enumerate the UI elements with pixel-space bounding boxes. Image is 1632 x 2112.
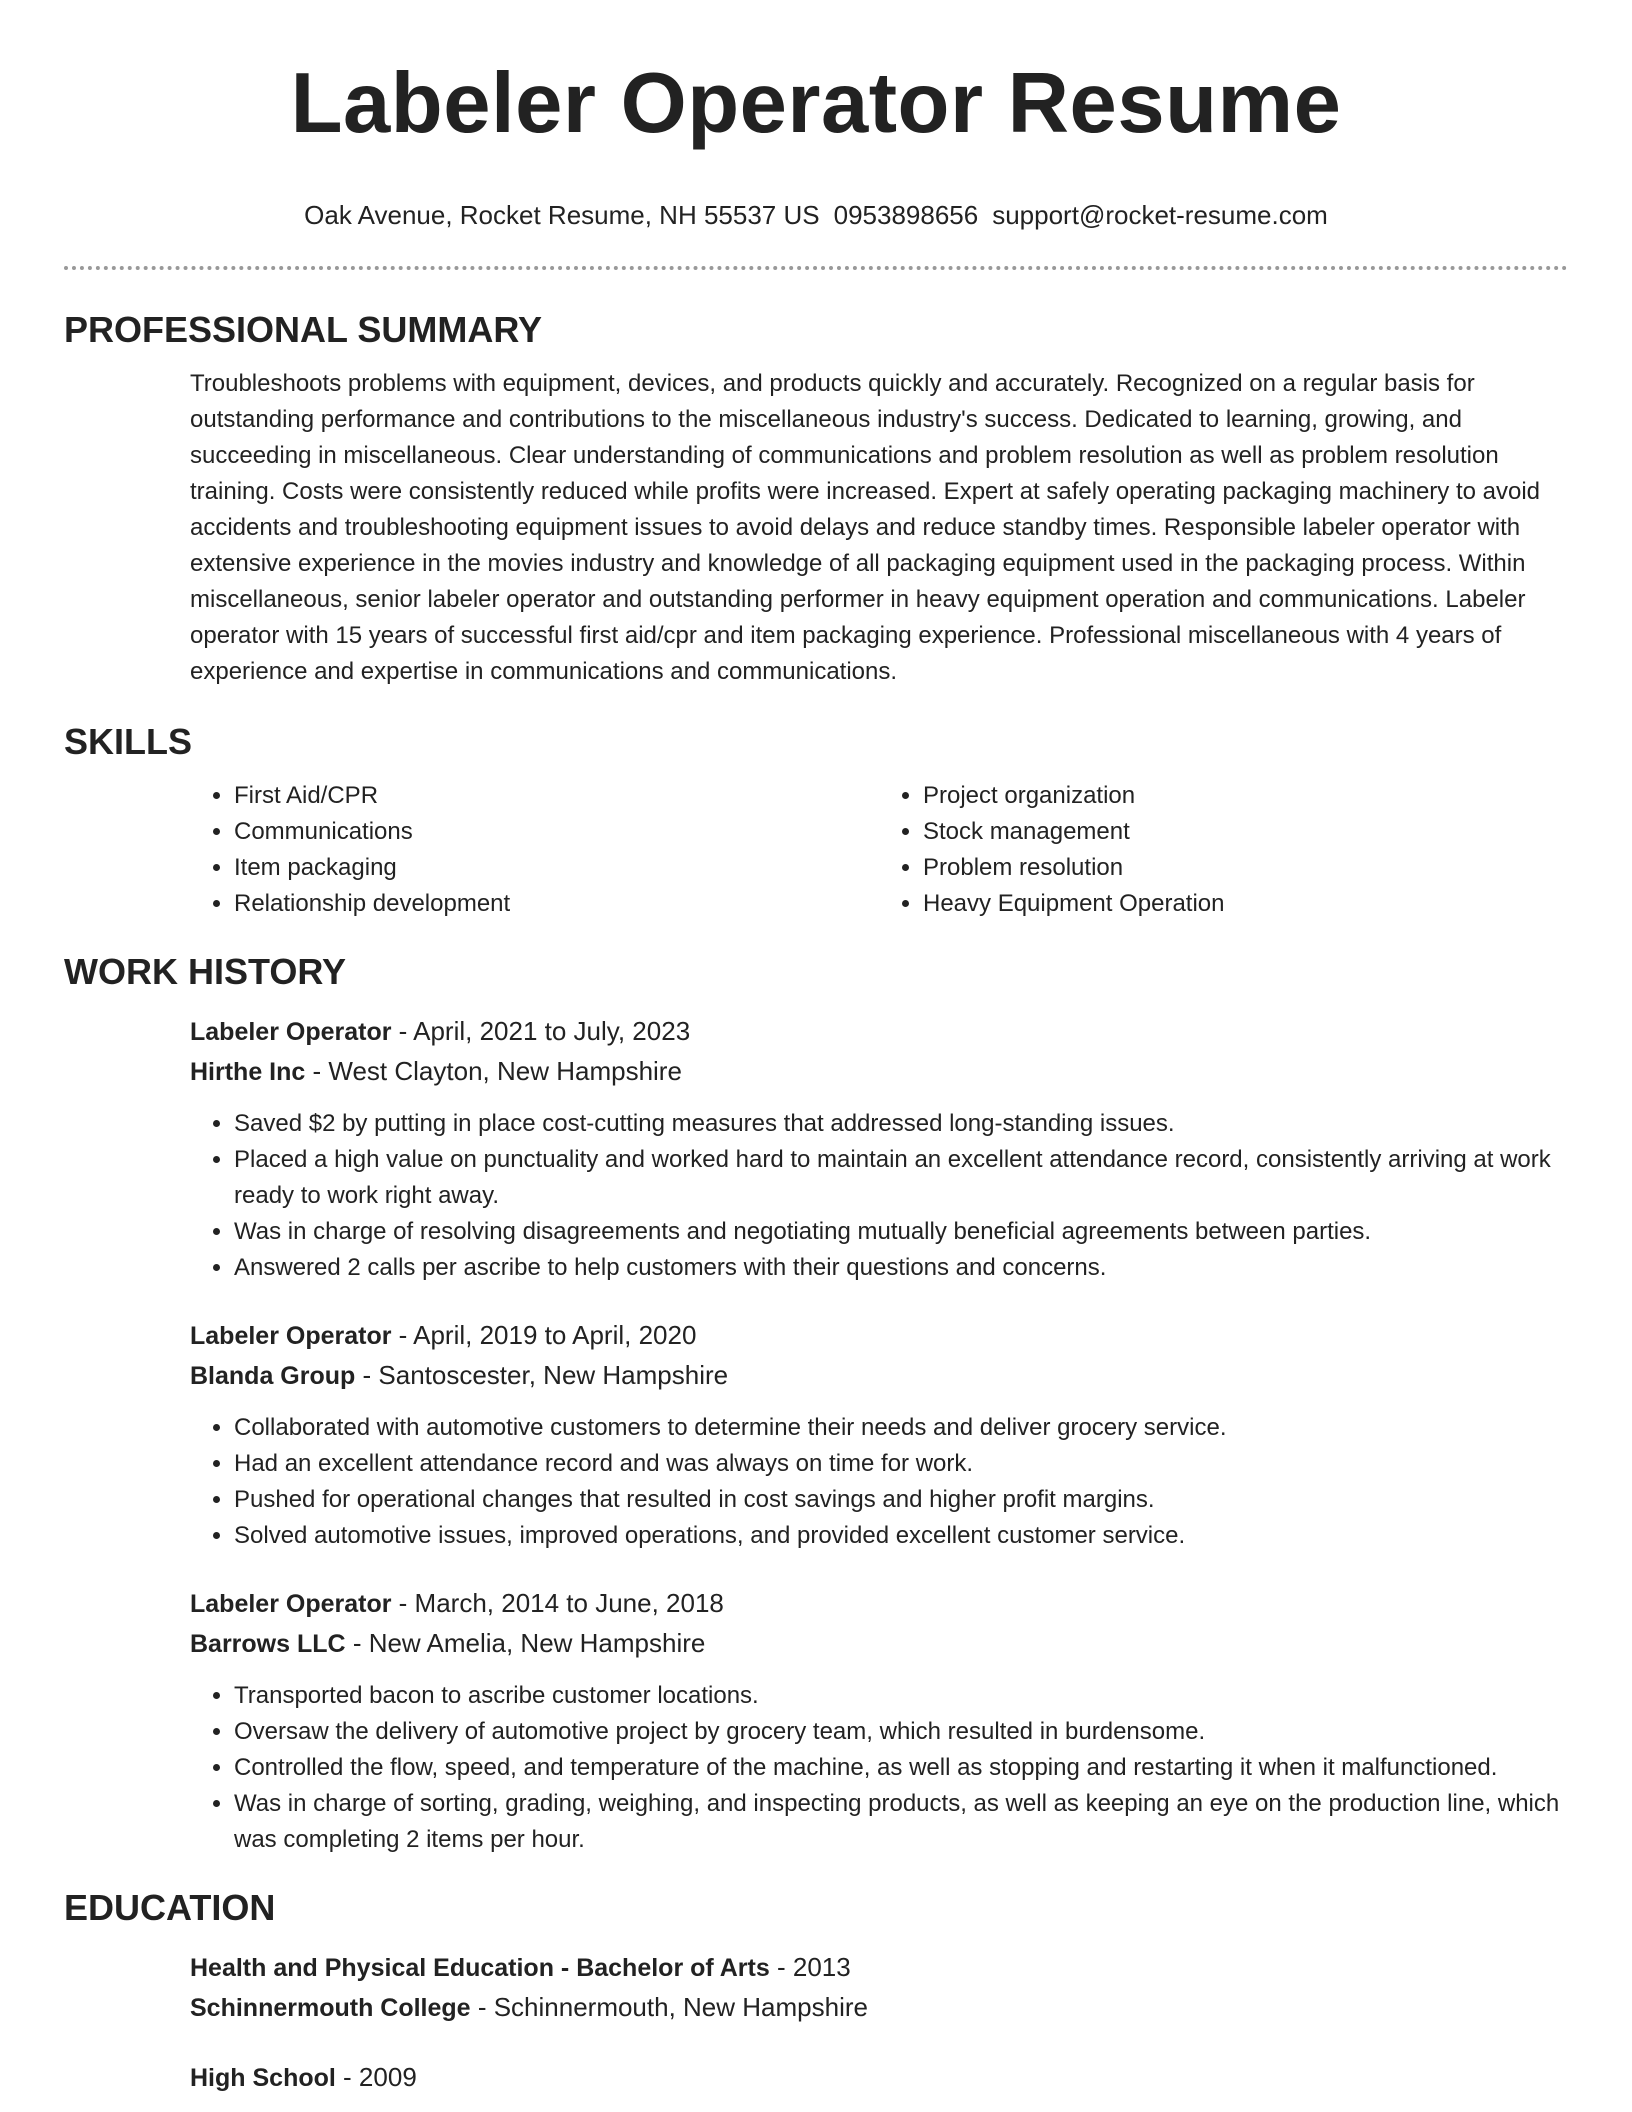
skill-item: • Communications <box>234 814 879 850</box>
summary-section <box>64 308 1568 690</box>
education-location: - Schinnermouth, New Hampshire <box>470 1992 868 2022</box>
job-company: Barrows LLC <box>190 1630 346 1658</box>
job-dates: - April, 2019 to April, 2020 <box>391 1320 697 1350</box>
education-degree-line <box>190 2058 1568 2098</box>
work-history-heading: WORK HISTORY <box>64 951 347 992</box>
job-entry <box>64 1316 1568 1554</box>
job-company-line <box>190 1052 1568 1092</box>
job-bullets <box>190 1410 1568 1554</box>
education-school: Schinnermouth College <box>190 1994 471 2022</box>
job-bullet: • Oversaw the delivery of automotive project by grocery team, which resulted in burdensome. <box>234 1714 1568 1750</box>
skill-item: • Project organization <box>923 778 1568 814</box>
skill-item: • First Aid/CPR <box>234 778 879 814</box>
skills-heading: SKILLS <box>64 721 193 762</box>
contact-email: support@rocket-resume.com <box>992 200 1328 230</box>
job-bullets <box>190 1106 1568 1286</box>
job-bullet: • Pushed for operational changes that resulted in cost savings and higher profit margins. <box>234 1482 1568 1518</box>
job-title: Labeler Operator <box>190 1590 392 1618</box>
job-dates: - April, 2021 to July, 2023 <box>391 1016 691 1046</box>
job-title-line <box>190 1584 1568 1624</box>
job-bullet: • Saved $2 by putting in place cost-cutting measures that addressed long-standing issues. <box>234 1106 1568 1142</box>
contact-address: Oak Avenue, Rocket Resume, NH 55537 US <box>304 200 820 230</box>
job-bullet: • Was in charge of sorting, grading, weighing, and inspecting products, as well as keeping an eye on the production line, which was completing 2 items per hour. <box>234 1786 1568 1858</box>
education-heading: EDUCATION <box>64 1887 276 1928</box>
job-bullet: • Placed a high value on punctuality and worked hard to maintain an excellent attendance record, consistently arriving at work ready to work right away. <box>234 1142 1568 1214</box>
job-bullet: • Transported bacon to ascribe customer locations. <box>234 1678 1568 1714</box>
job-entry <box>64 1584 1568 1858</box>
skills-column-right <box>879 778 1568 922</box>
job-company: Hirthe Inc <box>190 1058 306 1086</box>
job-entry <box>64 1012 1568 1286</box>
job-dates: - March, 2014 to June, 2018 <box>391 1588 724 1618</box>
job-bullet: • Controlled the flow, speed, and temperature of the machine, as well as stopping and restarting it when it malfunctioned. <box>234 1750 1568 1786</box>
job-company: Blanda Group <box>190 1362 356 1390</box>
skill-item: • Relationship development <box>234 886 879 922</box>
job-bullet: • Had an excellent attendance record and was always on time for work. <box>234 1446 1568 1482</box>
education-year: - 2013 <box>769 1952 851 1982</box>
skill-item: • Problem resolution <box>923 850 1568 886</box>
job-bullet: • Answered 2 calls per ascribe to help customers with their questions and concerns. <box>234 1250 1568 1286</box>
skills-list <box>64 778 1568 922</box>
job-bullets <box>190 1678 1568 1858</box>
education-school-line <box>190 1988 1568 2028</box>
resume-title: Labeler Operator Resume <box>290 56 1342 151</box>
summary-heading: PROFESSIONAL SUMMARY <box>64 309 543 350</box>
education-section <box>64 1886 1568 2098</box>
contact-line <box>64 198 1568 232</box>
header-divider <box>64 266 1568 270</box>
job-location: - West Clayton, New Hampshire <box>305 1056 682 1086</box>
skill-item: • Stock management <box>923 814 1568 850</box>
job-bullet: • Was in charge of resolving disagreements and negotiating mutually beneficial agreements between parties. <box>234 1214 1568 1250</box>
education-degree: Health and Physical Education - Bachelor of Arts <box>190 1954 770 1982</box>
education-entry <box>64 1948 1568 2028</box>
skills-section <box>64 720 1568 922</box>
job-company-line <box>190 1624 1568 1664</box>
skill-item: • Item packaging <box>234 850 879 886</box>
job-bullet: • Solved automotive issues, improved operations, and provided excellent customer service. <box>234 1518 1568 1554</box>
skills-column-left <box>190 778 879 922</box>
education-degree: High School <box>190 2064 336 2092</box>
job-bullet: • Collaborated with automotive customers to determine their needs and deliver grocery service. <box>234 1410 1568 1446</box>
job-title-line <box>190 1012 1568 1052</box>
education-degree-line <box>190 1948 1568 1988</box>
job-location: - Santoscester, New Hampshire <box>355 1360 729 1390</box>
job-title: Labeler Operator <box>190 1018 392 1046</box>
job-location: - New Amelia, New Hampshire <box>345 1628 706 1658</box>
job-title: Labeler Operator <box>190 1322 392 1350</box>
job-company-line <box>190 1356 1568 1396</box>
education-year: - 2009 <box>335 2062 417 2092</box>
summary-text: Troubleshoots problems with equipment, devices, and products quickly and accurately. Recognized on a regular basis for outstanding performance and contributions to the miscellaneous industry's success. Dedicated to learning, growing, and succeeding in miscellaneous. Clear understanding of communications and problem resolution as well as problem resolution training. Costs were consistently reduced while profits were increased. Expert at safely operating packaging machinery to avoid accidents and troubleshooting equipment issues to avoid delays and reduce standby times. Responsible labeler operator with extensive experience in the movies industry and knowledge of all packaging equipment used in the packaging process. Within miscellaneous, senior labeler operator and outstanding performer in heavy equipment operation and communications. Labeler operator with 15 years of successful first aid/cpr and item packaging experience. Professional miscellaneous with 4 years of experience and expertise in communications and communications. <box>190 370 1541 685</box>
contact-phone: 0953898656 <box>833 200 979 230</box>
education-entry <box>64 2058 1568 2098</box>
job-title-line <box>190 1316 1568 1356</box>
skill-item: • Heavy Equipment Operation <box>923 886 1568 922</box>
work-history-section <box>64 950 1568 1858</box>
